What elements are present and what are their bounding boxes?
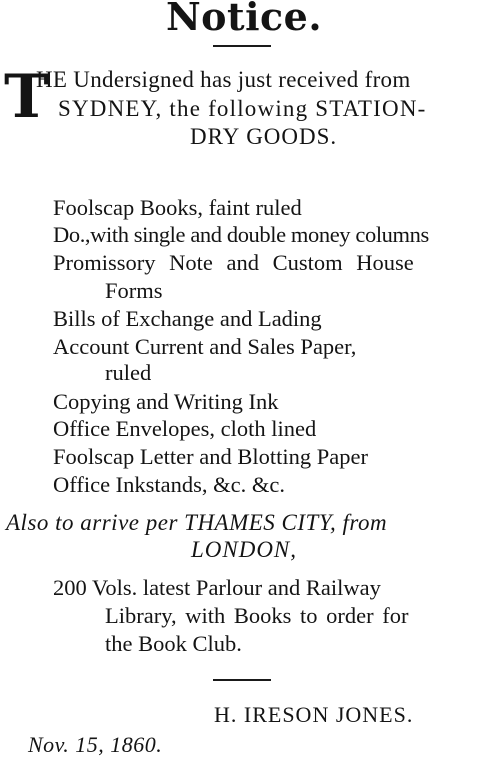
list-item: Copying and Writing Ink: [53, 389, 279, 414]
list-item: Foolscap Letter and Blotting Paper: [53, 444, 368, 469]
list-item: Account Current and Sales Paper,: [53, 334, 357, 359]
vols-line-2: Library, with Books to order for: [105, 603, 409, 628]
list-item-continuation: Forms: [105, 278, 163, 303]
drop-cap: T: [4, 62, 49, 132]
title-rule: [213, 45, 271, 47]
list-item: Foolscap Books, faint ruled: [53, 195, 302, 220]
list-item: Office Envelopes, cloth lined: [53, 416, 317, 441]
also-arrive-line: Also to arrive per THAMES CITY, from: [6, 510, 388, 535]
signature-rule: [213, 679, 271, 681]
intro-line-2: SYDNEY, the following STATION-: [58, 96, 427, 121]
intro-line-1: HE Undersigned has just received from: [36, 67, 411, 92]
list-item: Do.,with single and double money columns: [53, 222, 429, 247]
signature: H. IRESON JONES.: [214, 702, 414, 727]
vols-line-1: 200 Vols. latest Parlour and Railway: [53, 575, 381, 600]
list-item: Office Inkstands, &c. &c.: [53, 472, 286, 497]
intro-line-3: DRY GOODS.: [190, 124, 338, 149]
list-item: Promissory Note and Custom House: [53, 250, 414, 275]
list-item: Bills of Exchange and Lading: [53, 306, 322, 331]
notice-title: Notice.: [165, 0, 323, 39]
vols-line-3: the Book Club.: [105, 631, 242, 656]
date-line: Nov. 15, 1860.: [28, 732, 163, 757]
list-item-continuation: ruled: [105, 360, 152, 385]
london-line: LONDON,: [190, 537, 298, 562]
